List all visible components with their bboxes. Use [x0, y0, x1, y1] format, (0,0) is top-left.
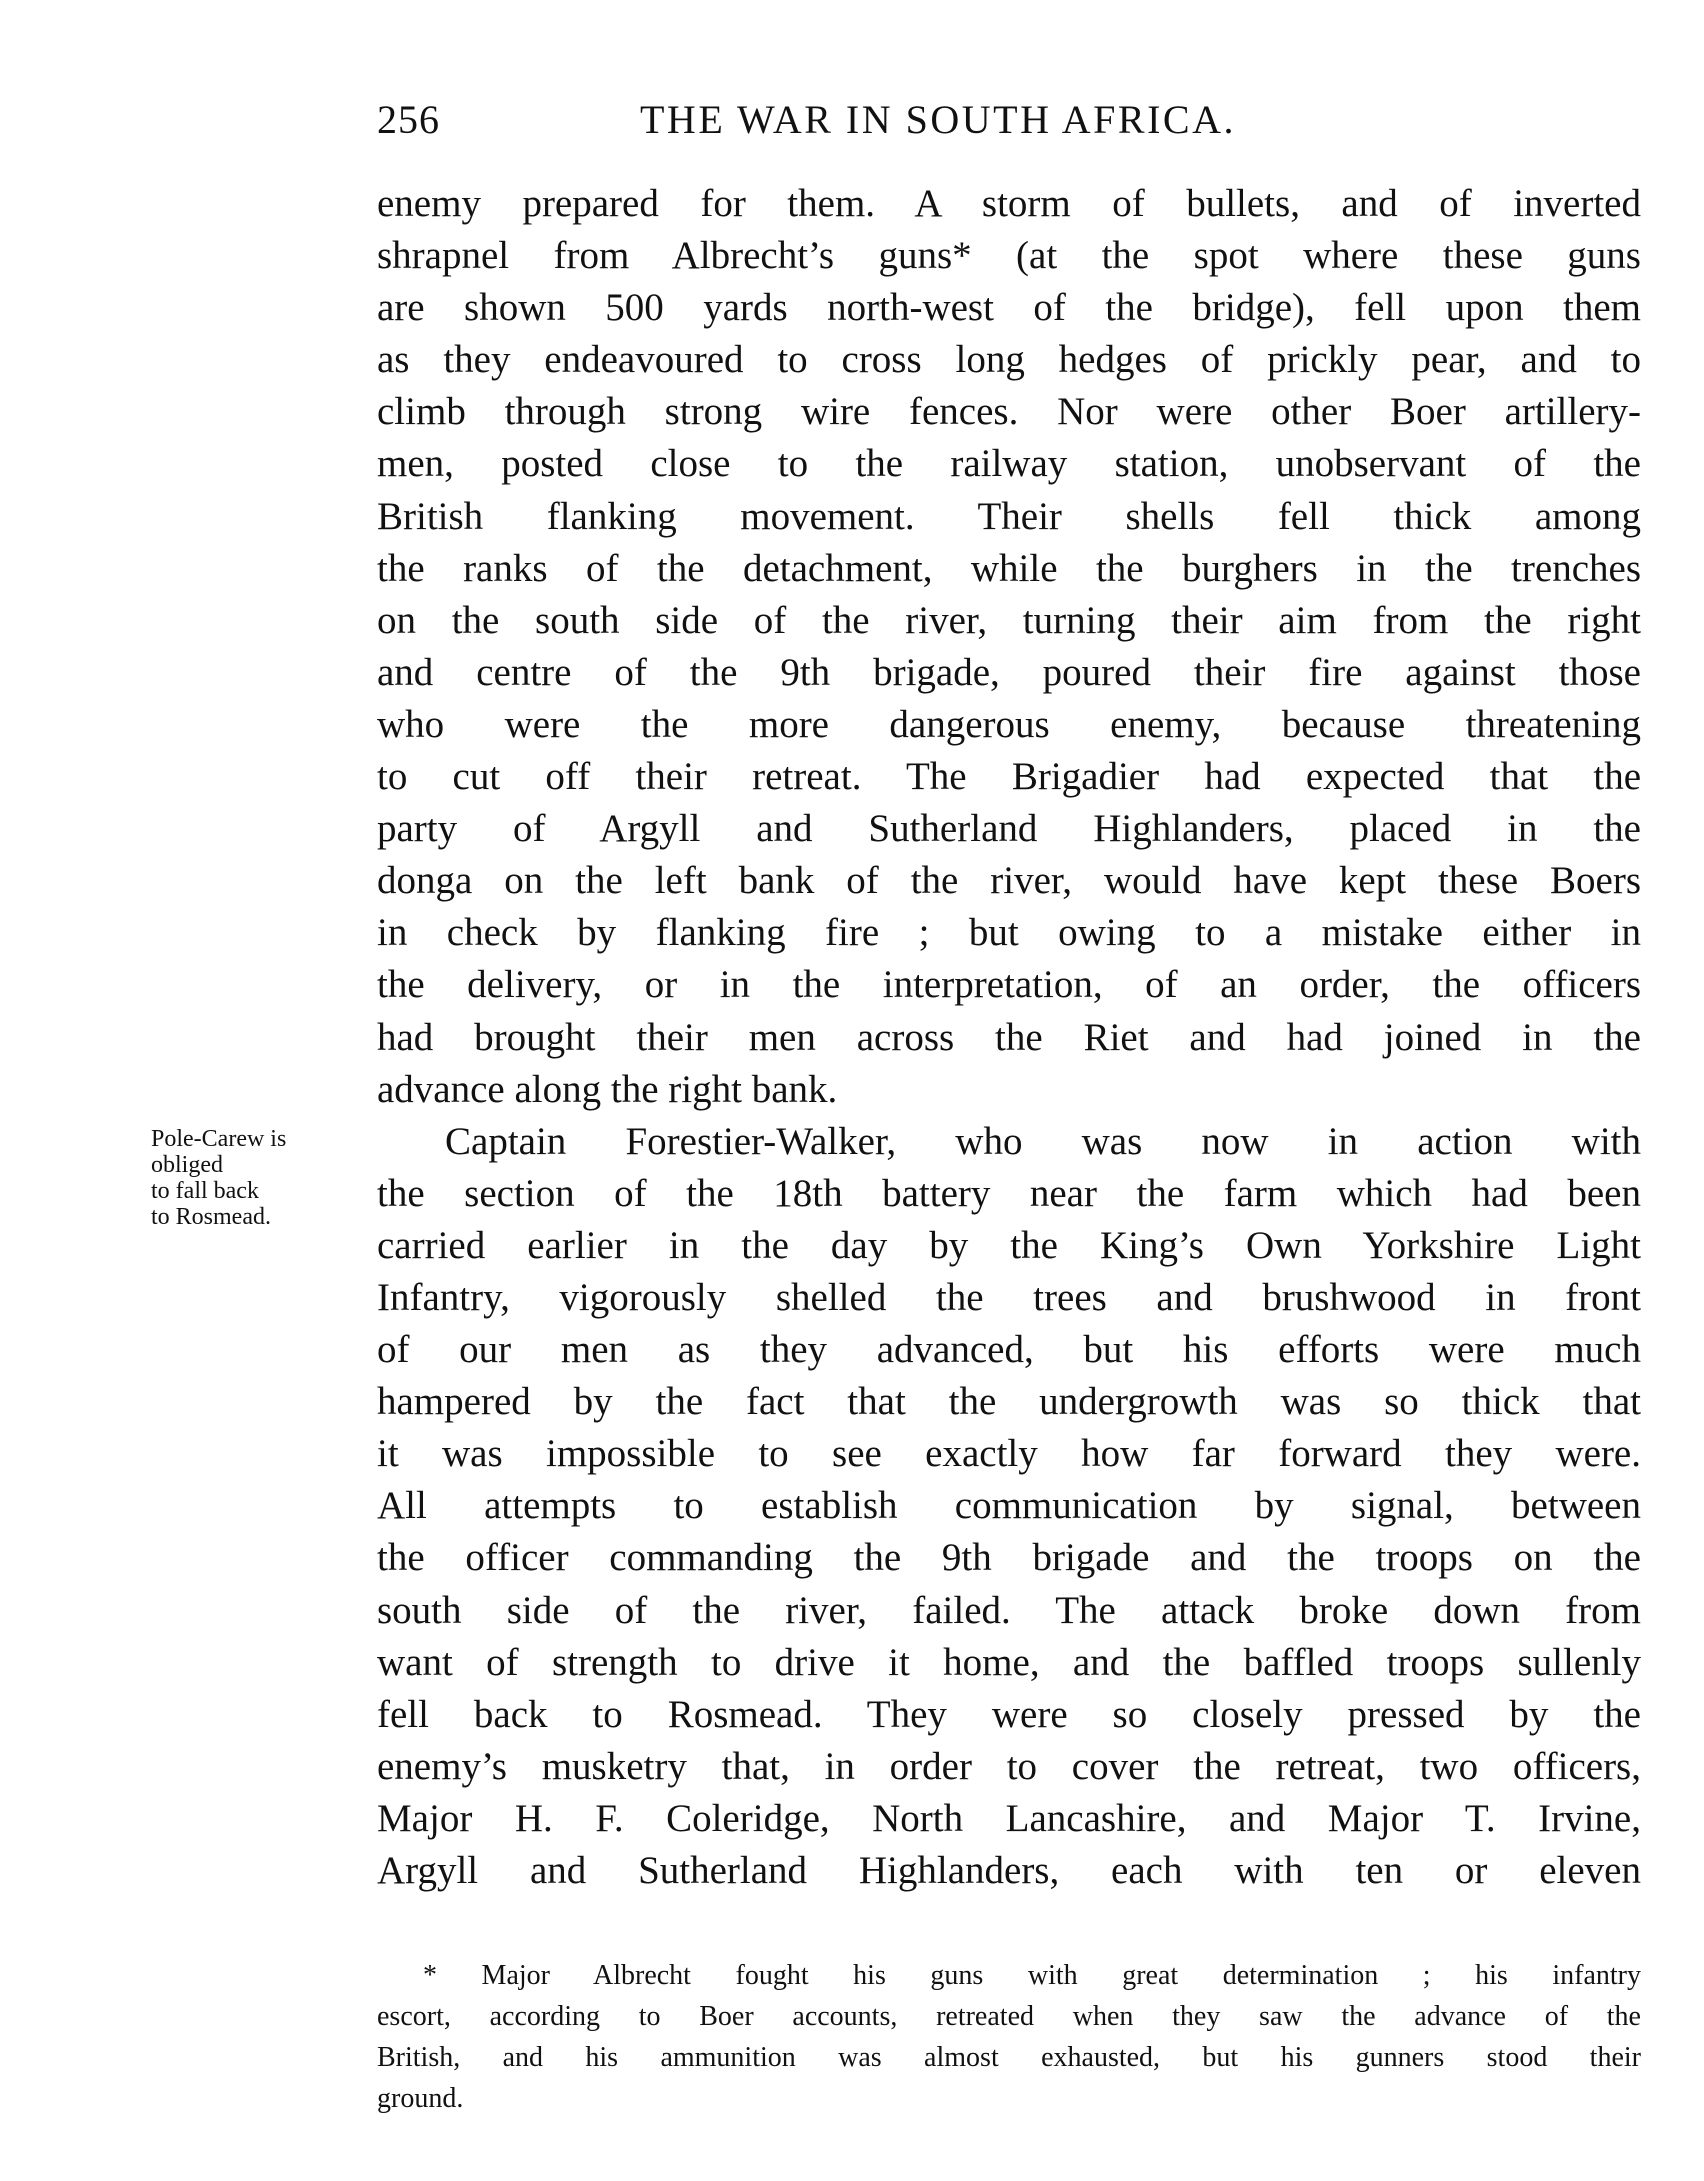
- text-line: the delivery, or in the interpretation, of an order, the officers: [377, 963, 1641, 1007]
- text-line: climb through strong wire fences. Nor were other Boer artillery-: [377, 390, 1641, 434]
- page-number: 256: [377, 97, 440, 142]
- text-line: ground.: [377, 2083, 464, 2114]
- text-line: men, posted close to the railway station, unobservant of the: [377, 442, 1641, 486]
- text-line: are shown 500 yards north-west of the bridge), fell upon them: [377, 286, 1641, 330]
- margin-note-line: to fall back: [151, 1178, 259, 1204]
- text-line: Captain Forestier-Walker, who was now in action with: [445, 1119, 1641, 1163]
- footnote: [377, 1955, 1641, 2119]
- text-line: British flanking movement. Their shells fell thick among: [377, 494, 1641, 538]
- text-line: fell back to Rosmead. They were so closely pressed by the: [377, 1692, 1641, 1736]
- text-line: had brought their men across the Riet and had joined in the: [377, 1015, 1641, 1059]
- running-header: [377, 96, 1377, 148]
- margin-note: [151, 1126, 286, 1230]
- text-line: it was impossible to see exactly how far forward they were.: [377, 1432, 1641, 1476]
- text-line: hampered by the fact that the undergrowth was so thick that: [377, 1380, 1641, 1424]
- text-line: in check by flanking fire ; but owing to a mistake either in: [377, 911, 1641, 955]
- text-line: on the south side of the river, turning their aim from the right: [377, 598, 1641, 642]
- text-line: advance along the right bank.: [377, 1067, 838, 1111]
- text-line: and centre of the 9th brigade, poured their fire against those: [377, 650, 1641, 694]
- text-line: enemy’s musketry that, in order to cover the retreat, two officers,: [377, 1744, 1641, 1788]
- text-line: * Major Albrecht fought his guns with great determination ; his infantry: [423, 1960, 1641, 1991]
- text-line: Major H. F. Coleridge, North Lancashire, and Major T. Irvine,: [377, 1796, 1641, 1840]
- paragraph-2: [377, 1116, 1641, 1897]
- text-line: escort, according to Boer accounts, retreated when they saw the advance of the: [377, 2001, 1641, 2032]
- text-line: the section of the 18th battery near the farm which had been: [377, 1171, 1641, 1215]
- margin-note-line: to Rosmead.: [151, 1204, 271, 1230]
- margin-note-line: Pole-Carew is: [151, 1126, 287, 1152]
- text-line: the ranks of the detachment, while the burghers in the trenches: [377, 546, 1641, 590]
- text-line: the officer commanding the 9th brigade and the troops on the: [377, 1536, 1641, 1580]
- body-text: [377, 178, 1641, 1897]
- text-line: donga on the left bank of the river, would have kept these Boers: [377, 859, 1641, 903]
- text-line: All attempts to establish communication by signal, between: [377, 1484, 1641, 1528]
- text-line: Infantry, vigorously shelled the trees and brushwood in front: [377, 1275, 1641, 1319]
- text-line: British, and his ammunition was almost exhausted, but his gunners stood their: [377, 2042, 1641, 2073]
- paragraph-1: [377, 178, 1641, 1116]
- text-line: party of Argyll and Sutherland Highlanders, placed in the: [377, 807, 1641, 851]
- text-line: carried earlier in the day by the King’s Own Yorkshire Light: [377, 1223, 1641, 1267]
- text-line: who were the more dangerous enemy, because threatening: [377, 702, 1641, 746]
- text-line: to cut off their retreat. The Brigadier had expected that the: [377, 755, 1641, 799]
- text-line: of our men as they advanced, but his efforts were much: [377, 1328, 1641, 1372]
- text-line: as they endeavoured to cross long hedges of prickly pear, and to: [377, 338, 1641, 382]
- text-line: enemy prepared for them. A storm of bullets, and of inverted: [377, 182, 1641, 225]
- running-title: THE WAR IN SOUTH AFRICA.: [640, 97, 1236, 142]
- text-line: want of strength to drive it home, and the baffled troops sullenly: [377, 1640, 1641, 1684]
- text-line: shrapnel from Albrecht’s guns* (at the spot where these guns: [377, 234, 1641, 278]
- text-line: south side of the river, failed. The attack broke down from: [377, 1588, 1641, 1632]
- margin-note-line: obliged: [151, 1152, 223, 1178]
- text-line: Argyll and Sutherland Highlanders, each with ten or eleven: [377, 1849, 1641, 1892]
